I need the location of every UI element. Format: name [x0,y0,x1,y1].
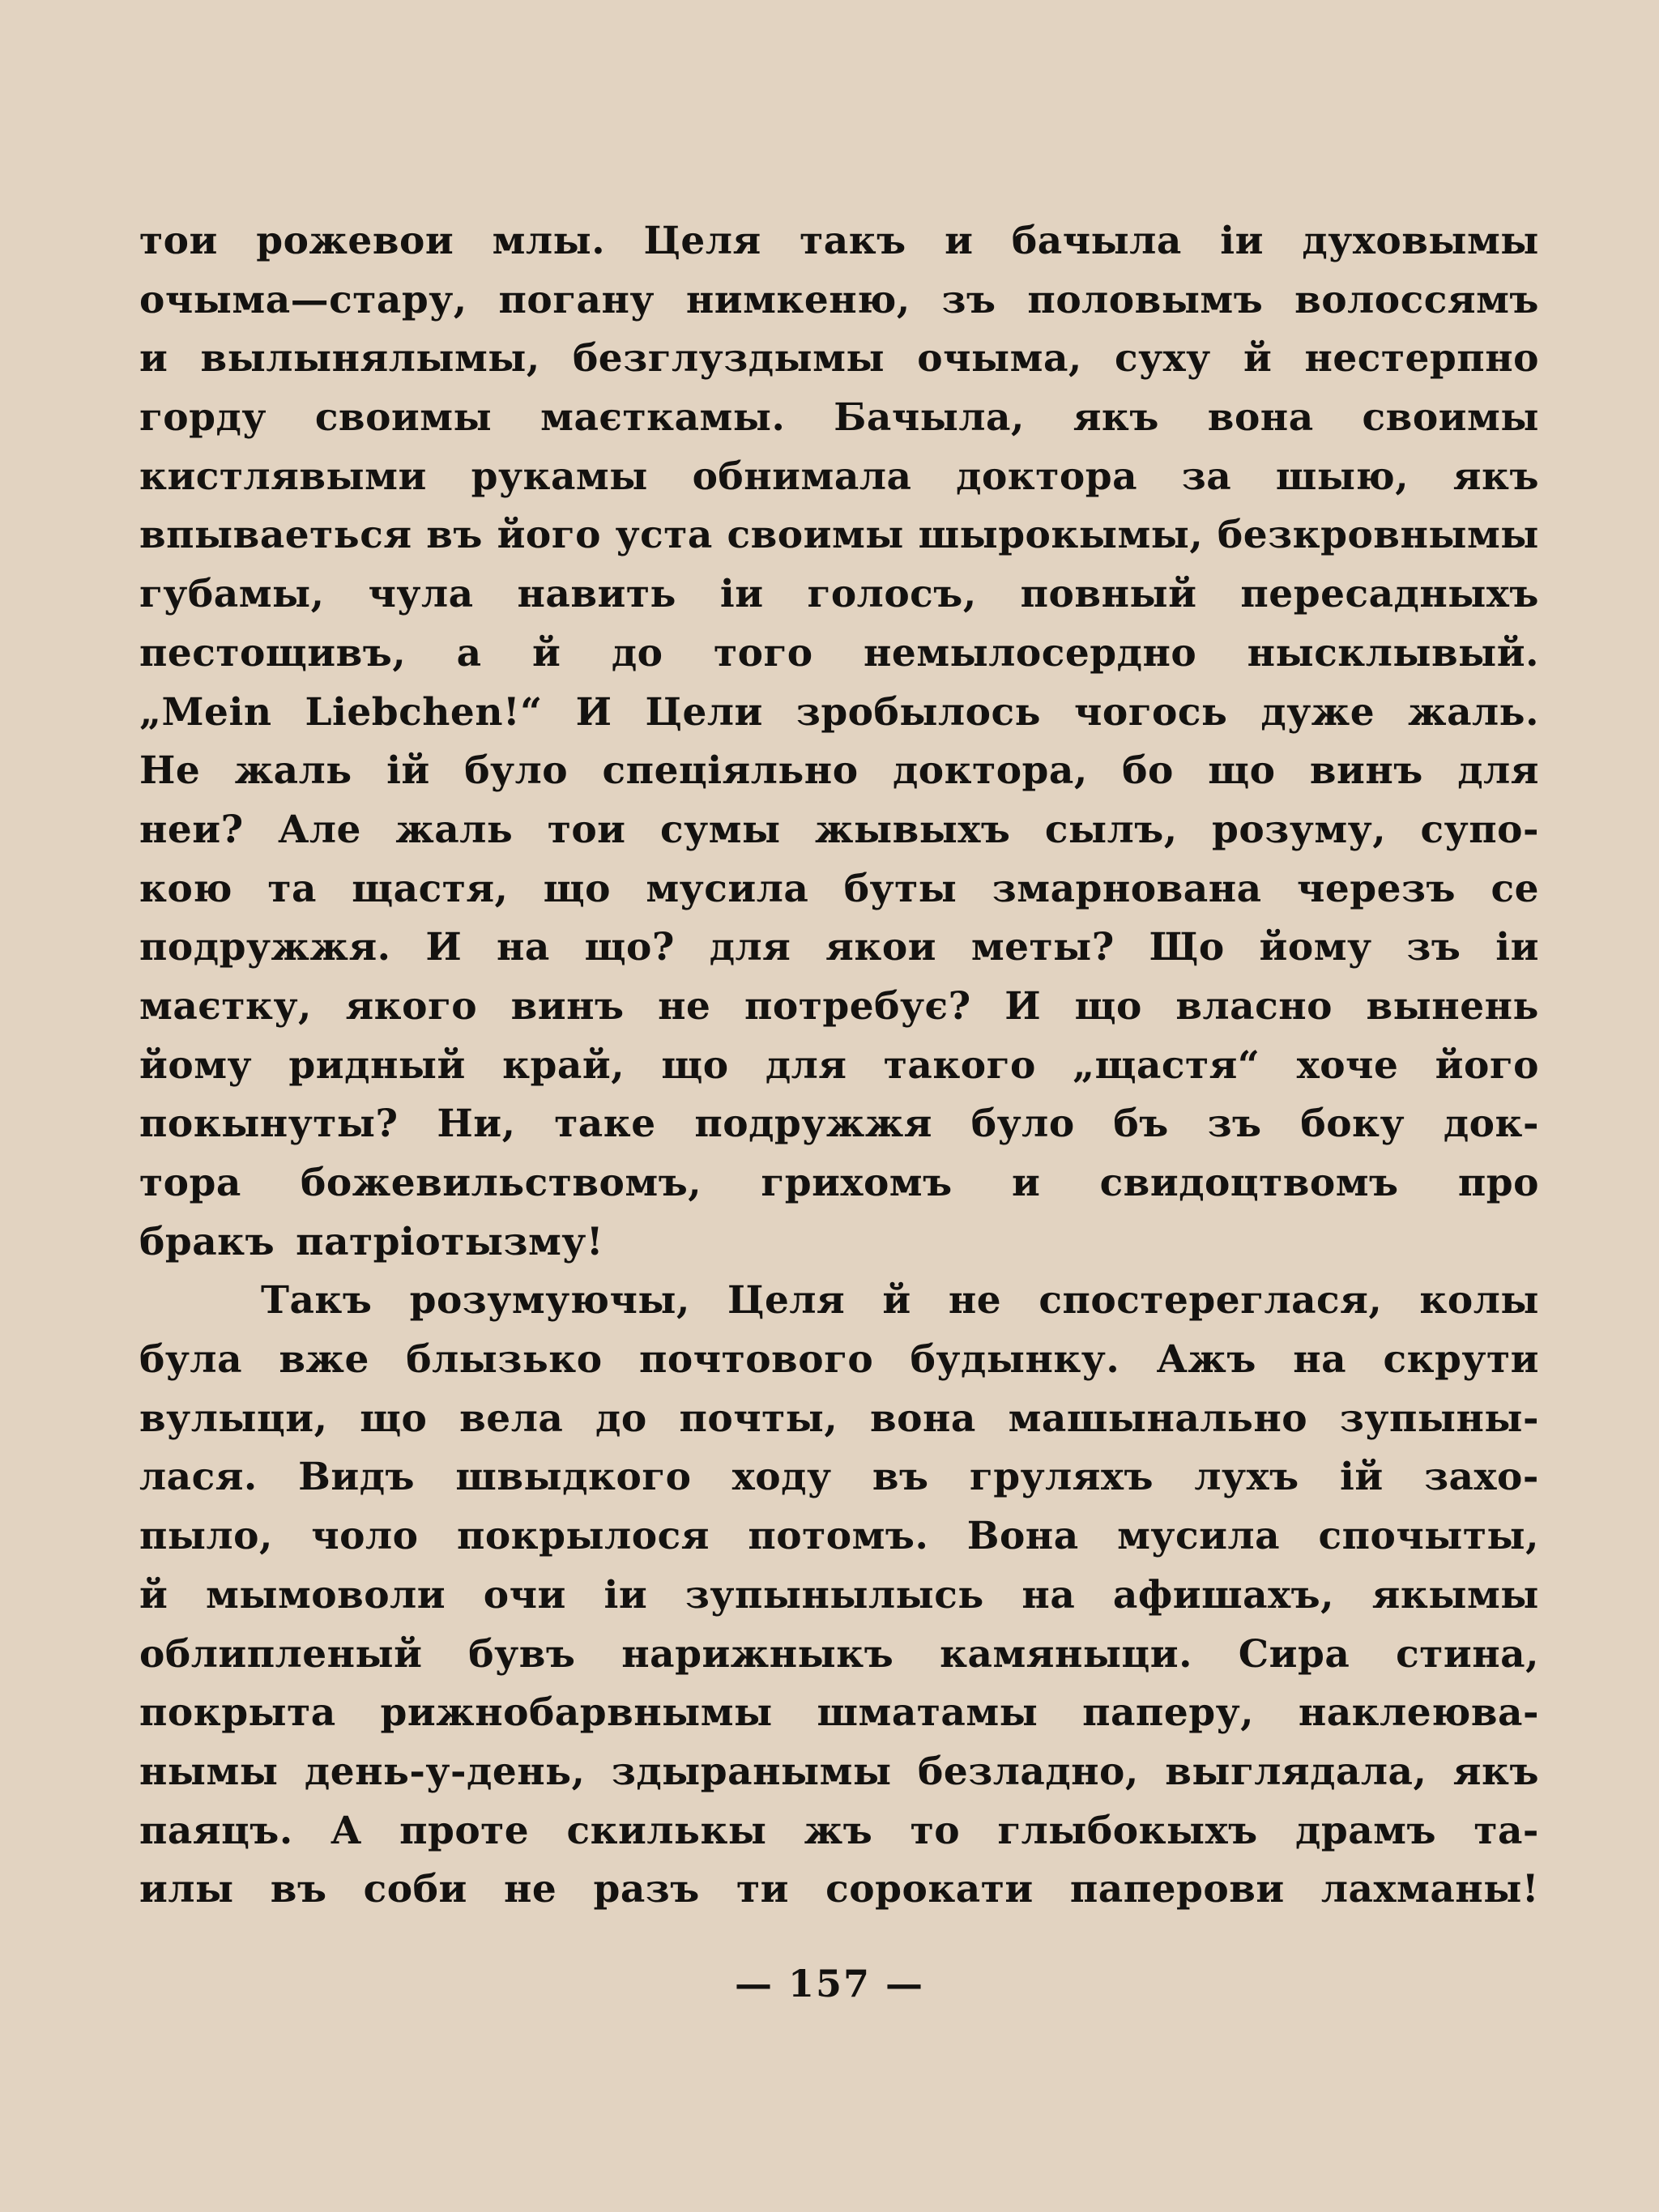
word: А [331,1808,362,1853]
word: на [1293,1337,1347,1383]
word: Ни, [437,1102,516,1147]
word: въ [872,1455,929,1500]
word: про [1457,1161,1539,1205]
word: машынально [1008,1396,1308,1441]
word: що [661,1042,729,1088]
word: бъ [1113,1102,1169,1147]
word: Не [139,748,201,794]
word: була [139,1337,243,1383]
text-line [139,1390,1539,1449]
word: лахманы! [1320,1867,1539,1912]
word: на [497,925,550,970]
word: Такъ [261,1278,373,1323]
word: ій [1340,1455,1384,1500]
word: іи [1495,925,1539,970]
word: зъ [941,277,996,322]
word: сумы [659,807,781,852]
word: горду [139,395,267,441]
word: половымъ [1027,277,1264,322]
word: ридный [288,1042,466,1088]
word: йому [1259,925,1372,970]
word: не [658,983,711,1029]
word: та- [1473,1808,1539,1853]
word: пестощивъ, [139,630,407,676]
word: такого [883,1042,1036,1088]
word: зробылось [795,689,1042,735]
word: й [532,630,561,676]
word: покынуты? [139,1102,399,1147]
word: почтового [638,1337,874,1383]
word: швыдкого [455,1455,692,1500]
word: й [1243,336,1273,381]
word: іи [603,1572,648,1617]
word: сорокати [825,1867,1034,1912]
word: боку [1300,1102,1405,1147]
text-line [139,1037,1539,1096]
word: безкровнымы [1217,513,1539,558]
word: бувъ [468,1631,576,1677]
word: то [910,1808,961,1853]
word: И [575,689,612,735]
text-line [139,565,1539,624]
word: Але [278,807,361,852]
word: нымы [139,1749,279,1794]
text-line [139,389,1539,448]
word: якъ [1073,395,1159,441]
word: розуму, [1212,807,1387,852]
word: волоссямъ [1294,277,1539,322]
word: шматамы [817,1690,1038,1736]
word: маєтку, [139,983,312,1029]
word: жаль. [1408,689,1539,735]
word: Що [1149,925,1225,970]
word: дуже [1260,689,1375,735]
word: Вона [966,1514,1079,1559]
word: въ [426,513,483,558]
word: якого [345,983,478,1029]
word: шырокымы, [918,513,1204,558]
word: Цели [645,689,763,735]
word: очи [483,1572,566,1617]
word: що [1208,748,1276,794]
word: навить [517,572,676,617]
word: въ [270,1867,327,1912]
word: маєткамы. [540,395,786,441]
word: Целя [643,219,761,263]
word: наклеюва- [1298,1690,1539,1736]
word: доктора [956,454,1138,499]
word: немылосердно [864,630,1197,676]
word: уста [615,513,713,558]
word: зъ [1406,925,1461,970]
word: паперови [1069,1867,1285,1912]
word: покрыта [139,1690,336,1736]
word: шыю, [1275,454,1410,499]
word: для [1457,748,1539,794]
word: мусила [1117,1514,1281,1559]
word: илы [139,1867,234,1912]
word: мымоволи [206,1572,446,1617]
word: бракъ [139,1219,275,1264]
word: своимы [314,395,493,441]
text-line [139,1626,1539,1685]
word: змарнована [992,866,1262,911]
word: за [1181,454,1232,499]
text-line [139,978,1539,1037]
word: нестерпно [1304,336,1539,381]
word: повный [1020,572,1197,617]
word: глыбокыхъ [997,1808,1258,1853]
word: колы [1419,1278,1539,1323]
word: божевильствомъ, [301,1161,702,1205]
word: И [425,925,463,970]
word: док- [1443,1102,1539,1147]
word: камяныци. [940,1631,1192,1677]
word: день-у-день, [304,1749,586,1794]
word: розумуючы, [409,1278,690,1323]
word: що? [584,925,675,970]
word: здыранымы [611,1749,892,1794]
body-text [139,212,1539,1920]
word: почты, [679,1396,838,1441]
text-line [139,684,1539,743]
text-line [139,271,1539,330]
word: покрылося [456,1514,710,1559]
word: „щастя“ [1073,1042,1260,1088]
word: вже [279,1337,369,1383]
word: подружжя. [139,925,391,970]
word: спостереглася, [1038,1278,1383,1323]
word: Видъ [298,1455,416,1500]
word: чогось [1073,689,1228,735]
text-line [139,1507,1539,1566]
word: ходу [731,1455,832,1500]
word: якои [825,925,937,970]
word: тои [139,219,218,263]
word: зъ [1207,1102,1262,1147]
word: скрути [1383,1337,1539,1383]
word: хоче [1296,1042,1399,1088]
word: кистлявыми [139,454,427,499]
word: проте [399,1808,530,1853]
word: зупынылысь [684,1572,984,1617]
word: його [497,513,601,558]
word: млы. [492,219,606,263]
word: жывыхъ [815,807,1011,852]
word: погану [498,277,655,322]
word: ій [386,748,430,794]
word: свидоцтвомъ [1099,1161,1399,1205]
word: що [1074,983,1142,1029]
word: Liebchen!“ [305,689,543,735]
word: спеціяльно [602,748,859,794]
word: подружжя [694,1102,933,1147]
word: потомъ. [748,1514,929,1559]
text-line [139,1566,1539,1626]
text-line [139,1272,1539,1331]
word: будынку. [910,1337,1120,1383]
word: бо [1122,748,1174,794]
word: зупыны- [1339,1396,1539,1441]
word: його [1435,1042,1539,1088]
word: чула [368,572,474,617]
word: того [713,630,813,676]
word: нимкеню, [685,277,911,322]
word: вылынялымы, [200,336,540,381]
word: Бачыла, [834,395,1025,441]
word: вела [459,1396,564,1441]
word: до [611,630,663,676]
text-line [139,742,1539,801]
word: своимы [727,513,904,558]
word: и [945,219,974,263]
word: безглуздымы [572,336,885,381]
word: іи [719,572,764,617]
text-line [139,1154,1539,1213]
word: захо- [1424,1455,1539,1500]
word: щастя, [352,866,509,911]
word: губамы, [139,572,325,617]
word: ти [736,1867,789,1912]
word: йому [139,1042,253,1088]
word: Целя [727,1278,846,1323]
word: очыма—стару, [139,277,467,322]
word: драмъ [1295,1808,1437,1853]
word: Сира [1238,1631,1350,1677]
word: вулыци, [139,1396,328,1441]
text-line [139,1684,1539,1743]
word: черезъ [1296,866,1456,911]
word: жаль [395,807,514,852]
word: разъ [593,1867,700,1912]
word: таке [554,1102,656,1147]
word: паперу, [1082,1690,1255,1736]
word: и [139,336,168,381]
word: груляхъ [969,1455,1154,1500]
text-line [139,918,1539,978]
text-line [139,1213,1539,1272]
word: й [882,1278,911,1323]
word: жъ [804,1808,873,1853]
word: доктора, [892,748,1088,794]
word: голосъ, [807,572,977,617]
word: якъ [1452,1749,1539,1794]
word: край, [502,1042,625,1088]
word: якымы [1371,1572,1539,1617]
word: „Mein [139,689,272,735]
word: було [464,748,569,794]
word: потребує? [744,983,971,1029]
word: іи [1220,219,1264,263]
word: такъ [800,219,906,263]
page-number: — 157 — [734,1962,925,2005]
word: Ажъ [1156,1337,1256,1383]
word: власно [1175,983,1333,1029]
word: И [1004,983,1042,1029]
text-line [139,1802,1539,1861]
word: до [595,1396,647,1441]
text-line [139,1095,1539,1154]
word: патріотызму! [296,1219,603,1264]
word: стина, [1396,1631,1539,1677]
word: неи? [139,807,244,852]
word: мусила [646,866,809,911]
text-line [139,624,1539,684]
word: духовымы [1302,219,1539,263]
word: блызько [406,1337,603,1383]
word: се [1491,866,1539,911]
word: для [709,925,791,970]
word: лухъ [1194,1455,1299,1500]
word: рожевои [256,219,454,263]
word: впываеться [139,513,412,558]
word: супо- [1420,807,1539,852]
word: пыло, [139,1514,273,1559]
word: сылъ, [1044,807,1178,852]
word: на [1021,1572,1076,1617]
text-line [139,448,1539,507]
text-line [139,506,1539,565]
word: вынень [1366,983,1539,1029]
word: що [360,1396,428,1441]
word: облипленый [139,1631,423,1677]
word: не [504,1867,557,1912]
word: буты [843,866,957,911]
text-line [139,212,1539,271]
text-line [139,1331,1539,1390]
word: для [765,1042,847,1088]
text-line [139,801,1539,860]
word: тои [547,807,626,852]
word: нысклывый. [1247,630,1539,676]
word: безладно, [917,1749,1139,1794]
word: вона [869,1396,976,1441]
word: кою [139,866,232,911]
word: спочыты, [1318,1514,1539,1559]
text-line [139,1860,1539,1920]
word: пересадныхъ [1240,572,1539,617]
word: очыма, [917,336,1082,381]
text-line [139,1743,1539,1802]
word: выглядала, [1165,1749,1427,1794]
word: и [1011,1161,1041,1205]
word: бачыла [1011,219,1182,263]
word: грихомъ [761,1161,953,1205]
word: та [267,866,317,911]
word: й [139,1572,168,1617]
word: афишахъ, [1112,1572,1335,1617]
text-line [139,860,1539,919]
word: скилькы [566,1808,767,1853]
word: якъ [1452,454,1539,499]
word: вона [1207,395,1314,441]
word: було [970,1102,1075,1147]
text-line [139,330,1539,389]
word: тора [139,1161,241,1205]
word: винъ [510,983,625,1029]
word: суху [1114,336,1211,381]
word: рукамы [471,454,648,499]
word: меты? [970,925,1115,970]
word: жаль [234,748,352,794]
text-line [139,1448,1539,1507]
word: обнимала [692,454,912,499]
word: своимы [1362,395,1539,441]
word: що [543,866,611,911]
word: рижнобарвнымы [380,1690,773,1736]
word: винъ [1309,748,1423,794]
word: чоло [311,1514,419,1559]
word: соби [363,1867,467,1912]
word: паяцъ. [139,1808,293,1853]
word: не [948,1278,1002,1323]
word: нарижныкъ [621,1631,894,1677]
word: а [456,630,482,676]
word: лася. [139,1455,258,1500]
